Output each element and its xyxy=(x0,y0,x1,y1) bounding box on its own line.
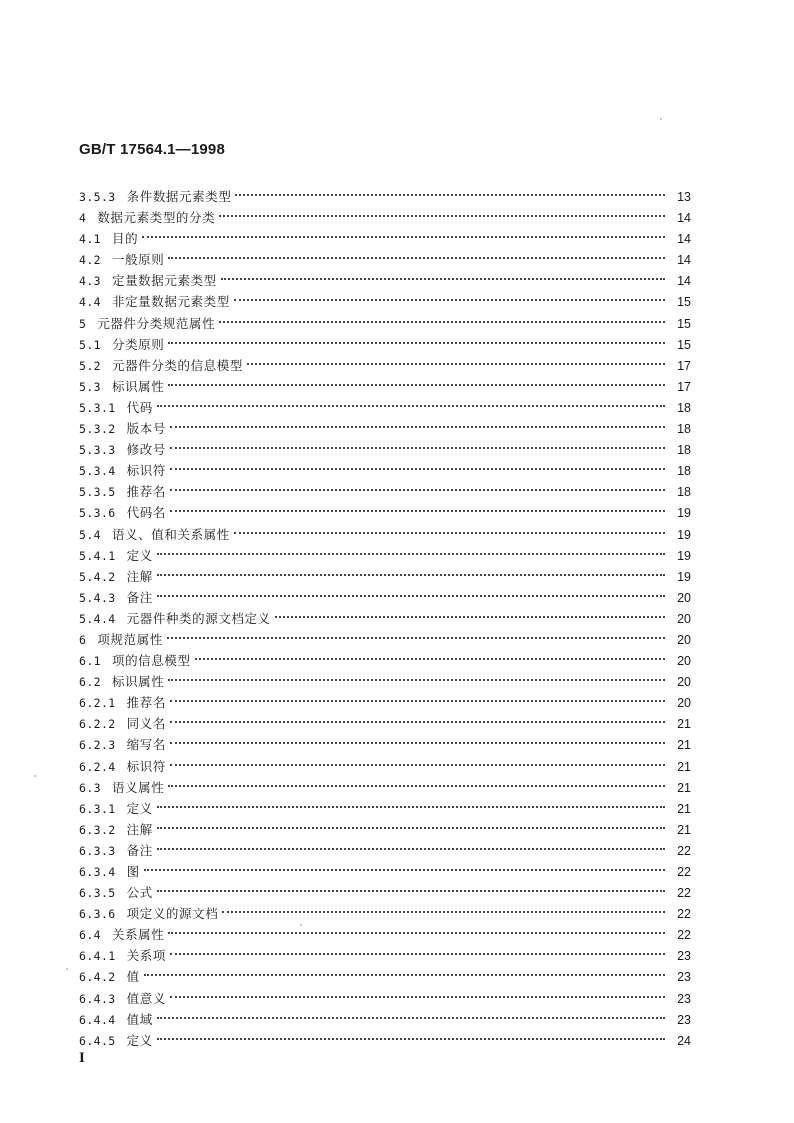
toc-entry-title: 一般原则 xyxy=(111,252,165,268)
toc-entry xyxy=(79,264,691,289)
toc-dot-leader xyxy=(142,222,665,243)
scan-speck xyxy=(300,924,302,926)
toc-entry-title: 值域 xyxy=(126,1011,153,1027)
toc-entry-title: 语义属性 xyxy=(111,779,165,795)
toc-dot-leader xyxy=(157,1003,665,1024)
toc-entry xyxy=(79,454,691,479)
toc-entry-number: 5.1 xyxy=(79,337,101,352)
toc-entry-title: 标识符 xyxy=(126,463,166,479)
toc-entry-page: 23 xyxy=(677,970,691,985)
toc-entry xyxy=(79,982,691,1006)
toc-entry-title: 缩写名 xyxy=(126,737,166,753)
toc-dot-leader xyxy=(144,960,665,981)
toc-entry-page: 14 xyxy=(677,274,691,289)
toc-dot-leader xyxy=(170,686,665,707)
toc-entry-title: 公式 xyxy=(126,885,153,901)
toc-entry-page: 20 xyxy=(677,611,691,626)
toc-entry-page: 21 xyxy=(677,780,691,795)
toc-entry-title: 定义 xyxy=(126,547,153,563)
toc-entry-page: 22 xyxy=(677,843,691,858)
toc-entry-number: 6.3.4 xyxy=(79,865,116,879)
toc-entry xyxy=(79,433,691,458)
toc-dot-leader xyxy=(221,264,665,285)
toc-entry-number: 6.4.1 xyxy=(79,949,116,964)
toc-entry-number: 6.2.4 xyxy=(79,759,116,774)
toc-entry xyxy=(79,475,691,500)
toc-entry-number: 5.4 xyxy=(79,527,101,542)
toc-entry-page: 18 xyxy=(677,485,691,500)
toc-entry xyxy=(79,918,691,943)
toc-dot-leader xyxy=(168,328,665,349)
toc-entry xyxy=(79,412,691,437)
toc-entry xyxy=(79,750,691,774)
toc-entry-number: 6.2 xyxy=(79,675,101,690)
toc-entry-title: 图 xyxy=(126,864,140,879)
toc-dot-leader xyxy=(157,876,665,897)
toc-entry xyxy=(79,644,691,669)
toc-entry-page: 21 xyxy=(677,717,691,732)
toc-entry-page: 20 xyxy=(677,696,691,711)
toc-dot-leader xyxy=(275,602,665,623)
toc-entry-page: 23 xyxy=(677,949,691,964)
toc-entry-page: 22 xyxy=(677,928,691,943)
standard-code-header: GB/T 17564.1—1998 xyxy=(79,141,225,158)
toc-entry xyxy=(79,391,691,415)
toc-entry-title: 关系项 xyxy=(126,948,166,964)
toc-entry-title: 值 xyxy=(126,969,140,985)
toc-entry xyxy=(79,243,691,268)
toc-entry-title: 条件数据元素类型 xyxy=(126,189,232,204)
toc-entry-number: 5.4.1 xyxy=(79,548,116,563)
toc-entry-page: 22 xyxy=(677,886,691,901)
toc-dot-leader xyxy=(234,285,665,306)
toc-dot-leader xyxy=(157,792,665,813)
toc-entry xyxy=(79,728,691,753)
toc-dot-leader xyxy=(235,180,665,201)
toc-dot-leader xyxy=(170,750,665,771)
toc-entry xyxy=(79,222,691,247)
toc-entry-title: 项的信息模型 xyxy=(111,653,191,669)
toc-entry xyxy=(79,771,691,795)
toc-entry-number: 5.3.4 xyxy=(79,464,116,479)
toc-entry-page: 19 xyxy=(677,506,691,521)
toc-entry-page: 19 xyxy=(677,548,691,563)
toc-entry-page: 24 xyxy=(677,1033,691,1048)
toc-dot-leader xyxy=(219,307,665,328)
toc-entry-title: 目的 xyxy=(111,231,139,247)
toc-entry xyxy=(79,370,691,394)
toc-entry-number: 5.4.4 xyxy=(79,611,116,626)
toc-dot-leader xyxy=(170,707,665,728)
toc-entry-number: 6.4.4 xyxy=(79,1012,116,1027)
toc-entry-number: 6.3.1 xyxy=(79,801,116,816)
toc-entry-page: 18 xyxy=(677,464,691,479)
toc-entry xyxy=(79,328,691,352)
toc-entry-page: 22 xyxy=(677,865,691,879)
toc-entry-number: 6.4.5 xyxy=(79,1033,116,1048)
toc-entry-title: 值意义 xyxy=(126,990,166,1006)
toc-entry xyxy=(79,581,691,605)
table-of-contents xyxy=(79,180,691,1048)
toc-entry-number: 6.2.2 xyxy=(79,717,116,732)
toc-entry-page: 20 xyxy=(677,675,691,690)
toc-entry-number: 6.1 xyxy=(79,654,101,669)
toc-entry xyxy=(79,560,691,584)
page-number: I xyxy=(79,1050,85,1066)
toc-entry-title: 定义 xyxy=(126,800,153,816)
toc-entry-title: 关系属性 xyxy=(111,927,165,943)
toc-entry xyxy=(79,665,691,690)
toc-entry-title: 版本号 xyxy=(126,421,166,437)
toc-entry xyxy=(79,1003,691,1027)
toc-entry-page: 18 xyxy=(677,400,691,415)
toc-entry-number: 5.2 xyxy=(79,358,101,373)
toc-dot-leader xyxy=(168,665,665,686)
toc-entry xyxy=(79,876,691,901)
toc-entry-title: 推荐名 xyxy=(126,484,166,500)
toc-dot-leader xyxy=(170,939,665,960)
toc-dot-leader xyxy=(168,771,665,792)
toc-entry-page: 15 xyxy=(677,295,691,310)
toc-entry-title: 修改号 xyxy=(126,442,166,458)
toc-entry-number: 4.4 xyxy=(79,295,101,310)
toc-entry-title: 定量数据元素类型 xyxy=(111,273,217,289)
toc-entry-title: 分类原则 xyxy=(111,336,165,352)
toc-entry xyxy=(79,180,691,204)
toc-entry-number: 5 xyxy=(79,316,87,331)
toc-entry-title: 注解 xyxy=(126,568,153,584)
toc-entry xyxy=(79,602,691,626)
toc-dot-leader xyxy=(170,475,665,496)
toc-entry-title: 标识属性 xyxy=(111,674,165,690)
toc-entry-page: 20 xyxy=(677,654,691,669)
toc-entry-number: 6.3 xyxy=(79,780,101,795)
toc-entry-page: 18 xyxy=(677,443,691,458)
toc-entry-page: 19 xyxy=(677,527,691,542)
toc-entry xyxy=(79,623,691,647)
toc-dot-leader xyxy=(168,370,665,391)
toc-entry xyxy=(79,855,691,879)
toc-entry-page: 20 xyxy=(677,590,691,605)
toc-dot-leader xyxy=(168,918,665,939)
toc-entry-number: 5.4.3 xyxy=(79,590,116,605)
toc-dot-leader xyxy=(157,834,665,855)
toc-entry xyxy=(79,496,691,521)
toc-entry xyxy=(79,939,691,964)
toc-entry xyxy=(79,539,691,563)
toc-entry-number: 6.3.6 xyxy=(79,907,116,922)
scan-speck xyxy=(34,775,36,777)
toc-entry xyxy=(79,834,691,858)
toc-dot-leader xyxy=(170,728,665,749)
toc-entry-page: 15 xyxy=(677,337,691,352)
toc-entry-number: 5.3.3 xyxy=(79,443,116,458)
toc-entry-number: 4.3 xyxy=(79,274,101,289)
toc-entry-page: 14 xyxy=(677,253,691,268)
toc-entry-page: 15 xyxy=(677,316,691,331)
toc-entry-number: 5.3.5 xyxy=(79,485,116,500)
toc-entry-page: 17 xyxy=(677,358,691,373)
toc-entry-page: 18 xyxy=(677,422,691,437)
toc-entry-page: 23 xyxy=(677,991,691,1006)
toc-entry-page: 21 xyxy=(677,801,691,816)
toc-entry xyxy=(79,897,691,922)
toc-entry-number: 5.3 xyxy=(79,379,101,394)
toc-dot-leader xyxy=(247,349,665,370)
toc-entry-page: 21 xyxy=(677,759,691,774)
toc-entry-number: 6.2.1 xyxy=(79,696,116,711)
toc-entry-page: 20 xyxy=(677,632,691,647)
toc-entry-number: 5.4.2 xyxy=(79,569,116,584)
toc-entry-title: 非定量数据元素类型 xyxy=(111,294,230,310)
toc-entry-number: 6.4.2 xyxy=(79,970,116,985)
toc-dot-leader xyxy=(157,391,665,412)
toc-entry-page: 13 xyxy=(677,190,691,204)
toc-entry-title: 数据元素类型的分类 xyxy=(97,210,216,226)
toc-entry-number: 6.3.3 xyxy=(79,843,116,858)
toc-entry-title: 标识符 xyxy=(126,758,166,774)
toc-dot-leader xyxy=(195,644,665,665)
toc-dot-leader xyxy=(170,496,665,517)
toc-entry xyxy=(79,349,691,373)
toc-dot-leader xyxy=(157,813,665,834)
toc-dot-leader xyxy=(234,518,665,539)
toc-entry-page: 21 xyxy=(677,738,691,753)
scan-speck xyxy=(660,118,662,120)
toc-dot-leader xyxy=(222,897,665,918)
toc-entry-number: 6.3.5 xyxy=(79,886,116,901)
toc-entry-number: 4.1 xyxy=(79,232,101,247)
toc-entry-title: 标识属性 xyxy=(111,378,165,394)
toc-entry-page: 17 xyxy=(677,379,691,394)
toc-entry-page: 14 xyxy=(677,211,691,226)
toc-entry-number: 6 xyxy=(79,632,87,647)
toc-dot-leader xyxy=(170,433,665,454)
toc-entry xyxy=(79,1024,691,1048)
toc-dot-leader xyxy=(170,982,665,1003)
scan-speck xyxy=(66,968,68,970)
toc-entry-title: 代码名 xyxy=(126,505,166,521)
toc-entry-title: 推荐名 xyxy=(126,695,166,711)
toc-entry-number: 6.3.2 xyxy=(79,822,116,837)
toc-entry-number: 3.5.3 xyxy=(79,190,116,204)
toc-entry xyxy=(79,792,691,816)
toc-entry-number: 6.4.3 xyxy=(79,991,116,1006)
toc-entry-title: 备注 xyxy=(126,589,153,605)
toc-dot-leader xyxy=(167,623,665,644)
toc-entry-number: 5.3.2 xyxy=(79,422,116,437)
toc-entry-number: 4 xyxy=(79,211,87,226)
toc-entry-number: 6.2.3 xyxy=(79,738,116,753)
toc-entry xyxy=(79,813,691,837)
toc-entry xyxy=(79,686,691,711)
toc-dot-leader xyxy=(219,201,665,222)
toc-dot-leader xyxy=(144,855,665,876)
toc-entry-number: 6.4 xyxy=(79,928,101,943)
toc-entry-title: 元器件分类规范属性 xyxy=(97,315,216,331)
toc-entry-title: 备注 xyxy=(126,842,153,858)
toc-entry-title: 项定义的源文档 xyxy=(126,906,219,922)
toc-entry-title: 项规范属性 xyxy=(97,631,163,647)
toc-dot-leader xyxy=(157,1024,665,1045)
toc-entry xyxy=(79,707,691,732)
toc-dot-leader xyxy=(157,581,665,602)
toc-dot-leader xyxy=(157,539,665,560)
toc-entry-page: 14 xyxy=(677,232,691,247)
toc-dot-leader xyxy=(170,454,665,475)
toc-dot-leader xyxy=(168,243,665,264)
toc-entry-title: 元器件分类的信息模型 xyxy=(111,357,243,373)
toc-dot-leader xyxy=(170,412,665,433)
toc-entry-number: 5.3.1 xyxy=(79,400,116,415)
toc-entry-title: 同义名 xyxy=(126,716,166,732)
toc-entry-title: 代码 xyxy=(126,399,153,415)
toc-entry-number: 5.3.6 xyxy=(79,506,116,521)
toc-entry xyxy=(79,518,691,542)
toc-dot-leader xyxy=(157,560,665,581)
toc-entry-page: 23 xyxy=(677,1012,691,1027)
toc-entry-title: 语义、值和关系属性 xyxy=(111,526,230,542)
toc-entry xyxy=(79,960,691,985)
toc-entry-page: 19 xyxy=(677,569,691,584)
toc-entry-title: 元器件种类的源文档定义 xyxy=(126,610,271,626)
toc-entry-page: 22 xyxy=(677,907,691,922)
toc-entry-page: 21 xyxy=(677,822,691,837)
toc-entry-number: 4.2 xyxy=(79,253,101,268)
toc-entry-title: 注解 xyxy=(126,821,153,837)
toc-entry-title: 定义 xyxy=(126,1032,153,1048)
